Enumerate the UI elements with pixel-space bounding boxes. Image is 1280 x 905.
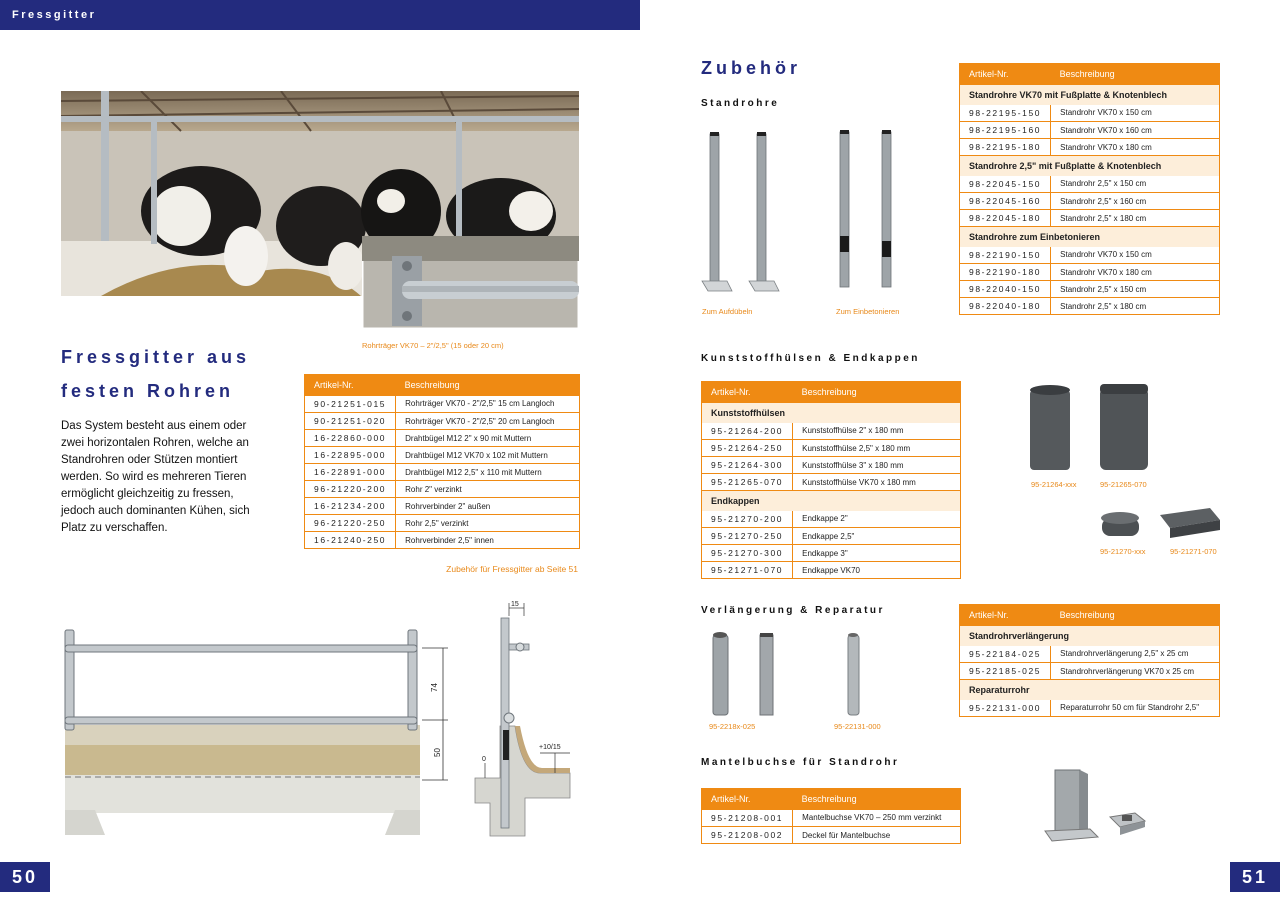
article-description: Standrohrverlängerung 2,5" x 25 cm bbox=[1051, 646, 1220, 663]
article-number: 98-22195-180 bbox=[960, 139, 1051, 156]
table-row bbox=[702, 474, 961, 491]
article-description: Standrohr 2,5" x 180 cm bbox=[1051, 298, 1220, 315]
group-label: Standrohre VK70 mit Fußplatte & Knotenblech bbox=[960, 85, 1220, 105]
right-title: Zubehör bbox=[701, 58, 801, 78]
table-row bbox=[960, 210, 1220, 227]
dim-10-15: +10/15 bbox=[539, 744, 561, 751]
article-description: Drahtbügel M12 VK70 x 102 mit Muttern bbox=[396, 447, 580, 464]
col-artikel-nr: Artikel-Nr. bbox=[960, 605, 1051, 626]
dim-74: 74 bbox=[430, 683, 439, 692]
table-row bbox=[960, 139, 1220, 156]
cap-zum-einbetonieren: Zum Einbetonieren bbox=[836, 307, 900, 316]
cap-95-22131: 95-22131-000 bbox=[834, 722, 881, 731]
article-description: Mantelbuchse VK70 – 250 mm verzinkt bbox=[793, 810, 961, 827]
article-description: Kunststoffhülse 2,5" x 180 mm bbox=[793, 440, 961, 457]
article-number: 95-22131-000 bbox=[960, 700, 1051, 717]
article-number: 98-22045-180 bbox=[960, 210, 1051, 227]
table-row bbox=[702, 545, 961, 562]
group-label: Standrohre 2,5" mit Fußplatte & Knotenblech bbox=[960, 156, 1220, 176]
page-number-left: 50 bbox=[0, 862, 50, 892]
left-heading-line2: festen Rohren bbox=[61, 381, 235, 401]
article-description: Endkappe 2,5" bbox=[793, 528, 961, 545]
table-group-row bbox=[960, 156, 1220, 176]
col-beschreibung: Beschreibung bbox=[396, 375, 580, 396]
article-number: 95-22185-025 bbox=[960, 663, 1051, 680]
detail-photo bbox=[362, 236, 579, 329]
article-description: Rohrverbinder 2,5" innen bbox=[396, 532, 580, 549]
article-number: 96-21220-200 bbox=[305, 481, 396, 498]
article-description: Standrohrverlängerung VK70 x 25 cm bbox=[1051, 663, 1220, 680]
cap-zum-aufduebeln: Zum Aufdübeln bbox=[702, 307, 753, 316]
table-row bbox=[960, 281, 1220, 298]
article-description: Endkappe VK70 bbox=[793, 562, 961, 579]
photo-caption: Rohrträger VK70 – 2"/2,5" (15 oder 20 cm) bbox=[362, 341, 504, 350]
article-number: 98-22040-180 bbox=[960, 298, 1051, 315]
article-description: Kunststoffhülse VK70 x 180 mm bbox=[793, 474, 961, 491]
col-beschreibung: Beschreibung bbox=[1051, 605, 1220, 626]
table-row bbox=[305, 413, 580, 430]
table-row bbox=[305, 396, 580, 413]
article-number: 95-22184-025 bbox=[960, 646, 1051, 663]
verlaengerung-image bbox=[705, 630, 875, 720]
verlaengerung-title: Verlängerung & Reparatur bbox=[701, 605, 885, 616]
col-beschreibung: Beschreibung bbox=[793, 382, 961, 403]
table-group-row bbox=[960, 85, 1220, 105]
table-row bbox=[960, 122, 1220, 139]
table-row bbox=[305, 447, 580, 464]
table-row bbox=[960, 663, 1220, 680]
article-description: Standrohr VK70 x 180 cm bbox=[1051, 139, 1220, 156]
table-group-row bbox=[960, 680, 1220, 700]
article-description: Standrohr 2,5" x 160 cm bbox=[1051, 193, 1220, 210]
article-number: 98-22195-150 bbox=[960, 105, 1051, 122]
article-description: Endkappe 2" bbox=[793, 511, 961, 528]
table-row bbox=[960, 298, 1220, 315]
group-label: Kunststoffhülsen bbox=[702, 403, 961, 423]
table-row bbox=[305, 515, 580, 532]
cap-95-21270: 95-21270-xxx bbox=[1100, 547, 1146, 556]
table-row bbox=[702, 457, 961, 474]
article-description: Standrohr VK70 x 160 cm bbox=[1051, 122, 1220, 139]
article-description: Endkappe 3" bbox=[793, 545, 961, 562]
table-row bbox=[960, 700, 1220, 717]
table-row bbox=[702, 511, 961, 528]
article-number: 16-22895-000 bbox=[305, 447, 396, 464]
article-number: 95-21271-070 bbox=[702, 562, 793, 579]
article-description: Standrohr VK70 x 150 cm bbox=[1051, 247, 1220, 264]
table-row bbox=[702, 562, 961, 579]
cap-95-2218x: 95-2218x-025 bbox=[709, 722, 756, 731]
article-description: Kunststoffhülse 2" x 180 mm bbox=[793, 423, 961, 440]
header-title: Fressgitter bbox=[12, 9, 97, 21]
table-row bbox=[702, 440, 961, 457]
article-number: 98-22045-150 bbox=[960, 176, 1051, 193]
article-number: 96-21220-250 bbox=[305, 515, 396, 532]
article-number: 95-21264-300 bbox=[702, 457, 793, 474]
cap-95-21271: 95-21271-070 bbox=[1170, 547, 1217, 556]
mantelbuchse-image bbox=[1040, 765, 1150, 845]
article-description: Drahtbügel M12 2" x 90 mit Muttern bbox=[396, 430, 580, 447]
article-number: 90-21251-015 bbox=[305, 396, 396, 413]
table-group-row bbox=[960, 626, 1220, 646]
article-description: Drahtbügel M12 2,5" x 110 mit Muttern bbox=[396, 464, 580, 481]
article-description: Deckel für Mantelbuchse bbox=[793, 827, 961, 844]
article-number: 98-22195-160 bbox=[960, 122, 1051, 139]
article-number: 95-21264-250 bbox=[702, 440, 793, 457]
article-number: 98-22190-150 bbox=[960, 247, 1051, 264]
article-number: 98-22040-150 bbox=[960, 281, 1051, 298]
standrohre-title: Standrohre bbox=[701, 98, 780, 109]
article-number: 98-22045-160 bbox=[960, 193, 1051, 210]
table-row bbox=[305, 430, 580, 447]
article-description: Rohrträger VK70 - 2"/2,5" 15 cm Langloch bbox=[396, 396, 580, 413]
table-row bbox=[702, 827, 961, 844]
article-number: 95-21208-001 bbox=[702, 810, 793, 827]
group-label: Endkappen bbox=[702, 491, 961, 511]
article-number: 98-22190-180 bbox=[960, 264, 1051, 281]
table-row bbox=[305, 498, 580, 515]
dim-15: 15 bbox=[511, 601, 519, 608]
col-artikel-nr: Artikel-Nr. bbox=[960, 64, 1051, 85]
article-number: 95-21208-002 bbox=[702, 827, 793, 844]
group-label: Standrohre zum Einbetonieren bbox=[960, 227, 1220, 247]
group-label: Reparaturrohr bbox=[960, 680, 1220, 700]
table-group-row bbox=[702, 403, 961, 423]
article-number: 16-22860-000 bbox=[305, 430, 396, 447]
col-artikel-nr: Artikel-Nr. bbox=[305, 375, 396, 396]
kunststoff-title: Kunststoffhülsen & Endkappen bbox=[701, 353, 920, 364]
col-artikel-nr: Artikel-Nr. bbox=[702, 382, 793, 403]
left-heading-line1: Fressgitter aus bbox=[61, 347, 251, 367]
cap-95-21265: 95-21265-070 bbox=[1100, 480, 1147, 489]
article-description: Rohr 2" verzinkt bbox=[396, 481, 580, 498]
left-article-table bbox=[304, 374, 580, 549]
article-number: 95-21264-200 bbox=[702, 423, 793, 440]
table-group-row bbox=[702, 491, 961, 511]
article-description: Standrohr VK70 x 150 cm bbox=[1051, 105, 1220, 122]
article-description: Kunststoffhülse 3" x 180 mm bbox=[793, 457, 961, 474]
col-beschreibung: Beschreibung bbox=[793, 789, 961, 810]
mantel-table bbox=[701, 788, 961, 844]
dim-50: 50 bbox=[433, 748, 442, 757]
table-row bbox=[960, 646, 1220, 663]
table-row bbox=[960, 176, 1220, 193]
mantel-title: Mantelbuchse für Standrohr bbox=[701, 757, 900, 768]
side-view-drawing bbox=[470, 598, 580, 838]
article-description: Rohrträger VK70 - 2"/2,5" 20 cm Langloch bbox=[396, 413, 580, 430]
table-group-row bbox=[960, 227, 1220, 247]
article-description: Rohrverbinder 2" außen bbox=[396, 498, 580, 515]
table-row bbox=[305, 481, 580, 498]
cap-95-21264: 95-21264-xxx bbox=[1031, 480, 1077, 489]
article-description: Standrohr 2,5" x 150 cm bbox=[1051, 281, 1220, 298]
col-beschreibung: Beschreibung bbox=[1051, 64, 1220, 85]
article-number: 90-21251-020 bbox=[305, 413, 396, 430]
col-artikel-nr: Artikel-Nr. bbox=[702, 789, 793, 810]
article-number: 16-21234-200 bbox=[305, 498, 396, 515]
accessory-note: Zubehör für Fressgitter ab Seite 51 bbox=[446, 564, 578, 574]
article-number: 95-21270-200 bbox=[702, 511, 793, 528]
table-row bbox=[960, 193, 1220, 210]
table-row bbox=[960, 105, 1220, 122]
table-row bbox=[305, 464, 580, 481]
article-description: Standrohr 2,5" x 180 cm bbox=[1051, 210, 1220, 227]
standrohre-image bbox=[700, 126, 910, 301]
front-view-drawing bbox=[60, 625, 450, 840]
table-row bbox=[702, 810, 961, 827]
dim-0: 0 bbox=[482, 756, 486, 763]
article-number: 16-21240-250 bbox=[305, 532, 396, 549]
kunststoff-image bbox=[1025, 380, 1230, 560]
article-description: Rohr 2,5" verzinkt bbox=[396, 515, 580, 532]
left-description: Das System besteht aus einem oder zwei horizontalen Rohren, welche an Standrohren oder Stützen montiert werden. So wird es mehreren Tieren ermöglicht gleichzeitig zu fressen, jedoch auch dominanten Kühen, sich Platz zu verschaffen. bbox=[61, 420, 250, 534]
table-row bbox=[960, 247, 1220, 264]
verlaengerung-table bbox=[959, 604, 1220, 717]
group-label: Standrohrverlängerung bbox=[960, 626, 1220, 646]
kunststoff-table bbox=[701, 381, 961, 579]
article-description: Standrohr 2,5" x 150 cm bbox=[1051, 176, 1220, 193]
article-number: 95-21270-250 bbox=[702, 528, 793, 545]
article-description: Reparaturrohr 50 cm für Standrohr 2,5" bbox=[1051, 700, 1220, 717]
article-number: 95-21270-300 bbox=[702, 545, 793, 562]
table-row bbox=[305, 532, 580, 549]
table-row bbox=[702, 528, 961, 545]
article-number: 16-22891-000 bbox=[305, 464, 396, 481]
table-row bbox=[960, 264, 1220, 281]
table-row bbox=[702, 423, 961, 440]
page-number-right: 51 bbox=[1230, 862, 1280, 892]
article-number: 95-21265-070 bbox=[702, 474, 793, 491]
standrohre-table bbox=[959, 63, 1220, 315]
article-description: Standrohr VK70 x 180 cm bbox=[1051, 264, 1220, 281]
